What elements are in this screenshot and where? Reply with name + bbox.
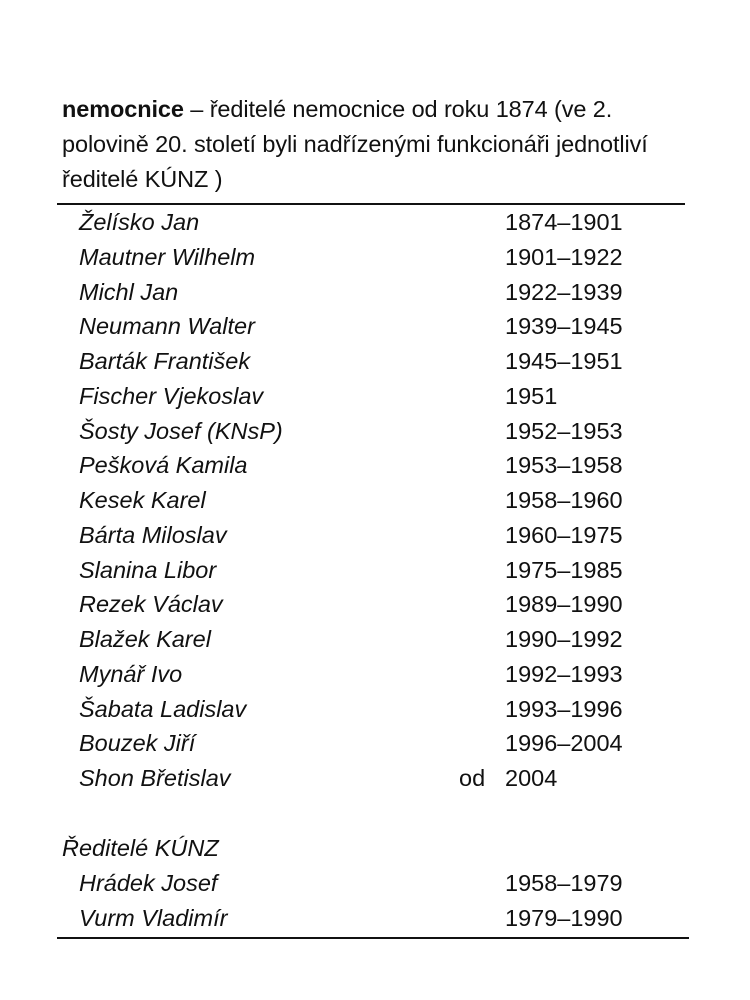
section-gap [62,796,690,830]
director-name: Bárta Miloslav [79,521,227,548]
director-name: Vurm Vladimír [79,904,228,931]
director-name: Želísko Jan [79,209,200,235]
director-row [62,379,690,414]
director-row [62,275,690,310]
director-name: Šosty Josef (KNsP) [79,417,283,444]
director-years: 1990–1992 [505,626,623,652]
intro-heading: nemocnice [62,96,184,122]
director-row [62,726,690,761]
document [62,92,690,939]
director-row [62,205,690,240]
director-years: 1901–1922 [505,243,623,270]
kunz-director-row [62,901,690,936]
director-name: Blažek Karel [79,626,211,652]
director-name: Slanina Libor [79,556,217,583]
director-row [62,692,690,727]
director-years: 1960–1975 [505,521,623,548]
director-name: Hrádek Josef [79,869,218,896]
director-row [62,240,690,275]
director-row [62,553,690,588]
director-name: Šabata Ladislav [79,695,247,722]
director-row [62,344,690,379]
director-row [62,309,690,344]
director-row [62,657,690,692]
director-years: 1958–1979 [505,869,623,896]
director-years: 1939–1945 [505,313,623,340]
director-row [62,448,690,483]
table-bottom-rule [57,937,689,939]
directors-list [62,205,690,796]
director-years: 2004 [505,765,558,791]
kunz-section-title: Ředitelé KÚNZ [62,834,219,861]
director-years: 1992–1993 [505,660,623,687]
intro-text: – ředitelé nemocnice od roku 1874 (ve 2. polovině 20. století byli nadřízenými funkcionáři jednotliví ředitelé KÚNZ ) [62,96,648,192]
director-years: 1996–2004 [505,730,623,757]
director-years: 1945–1951 [505,348,623,374]
director-years: 1979–1990 [505,904,623,931]
director-prefix: od [459,765,486,791]
director-row [62,518,690,553]
director-name: Pešková Kamila [79,452,248,479]
director-years: 1975–1985 [505,556,623,583]
director-years: 1993–1996 [505,695,623,722]
director-row [62,761,690,796]
director-name: Fischer Vjekoslav [79,382,264,409]
director-years: 1952–1953 [505,417,623,444]
director-name: Rezek Václav [79,591,223,618]
director-name: Neumann Walter [79,313,255,340]
director-years: 1951 [505,382,558,409]
kunz-director-row [62,866,690,901]
director-name: Barták František [79,348,251,374]
director-name: Bouzek Jiří [79,730,196,757]
director-row [62,483,690,518]
director-years: 1874–1901 [505,209,623,235]
director-years: 1989–1990 [505,591,623,618]
director-name: Mynář Ivo [79,660,183,687]
director-row [62,622,690,657]
director-name: Mautner Wilhelm [79,243,256,270]
director-years: 1922–1939 [505,278,623,305]
kunz-directors-list [62,866,690,936]
intro-paragraph [62,92,690,203]
director-row [62,587,690,622]
director-row [62,414,690,449]
director-name: Michl Jan [79,278,179,305]
director-years: 1953–1958 [505,452,623,479]
director-name: Kesek Karel [79,487,206,513]
director-years: 1958–1960 [505,487,623,513]
director-name: Shon Břetislav [79,765,231,791]
